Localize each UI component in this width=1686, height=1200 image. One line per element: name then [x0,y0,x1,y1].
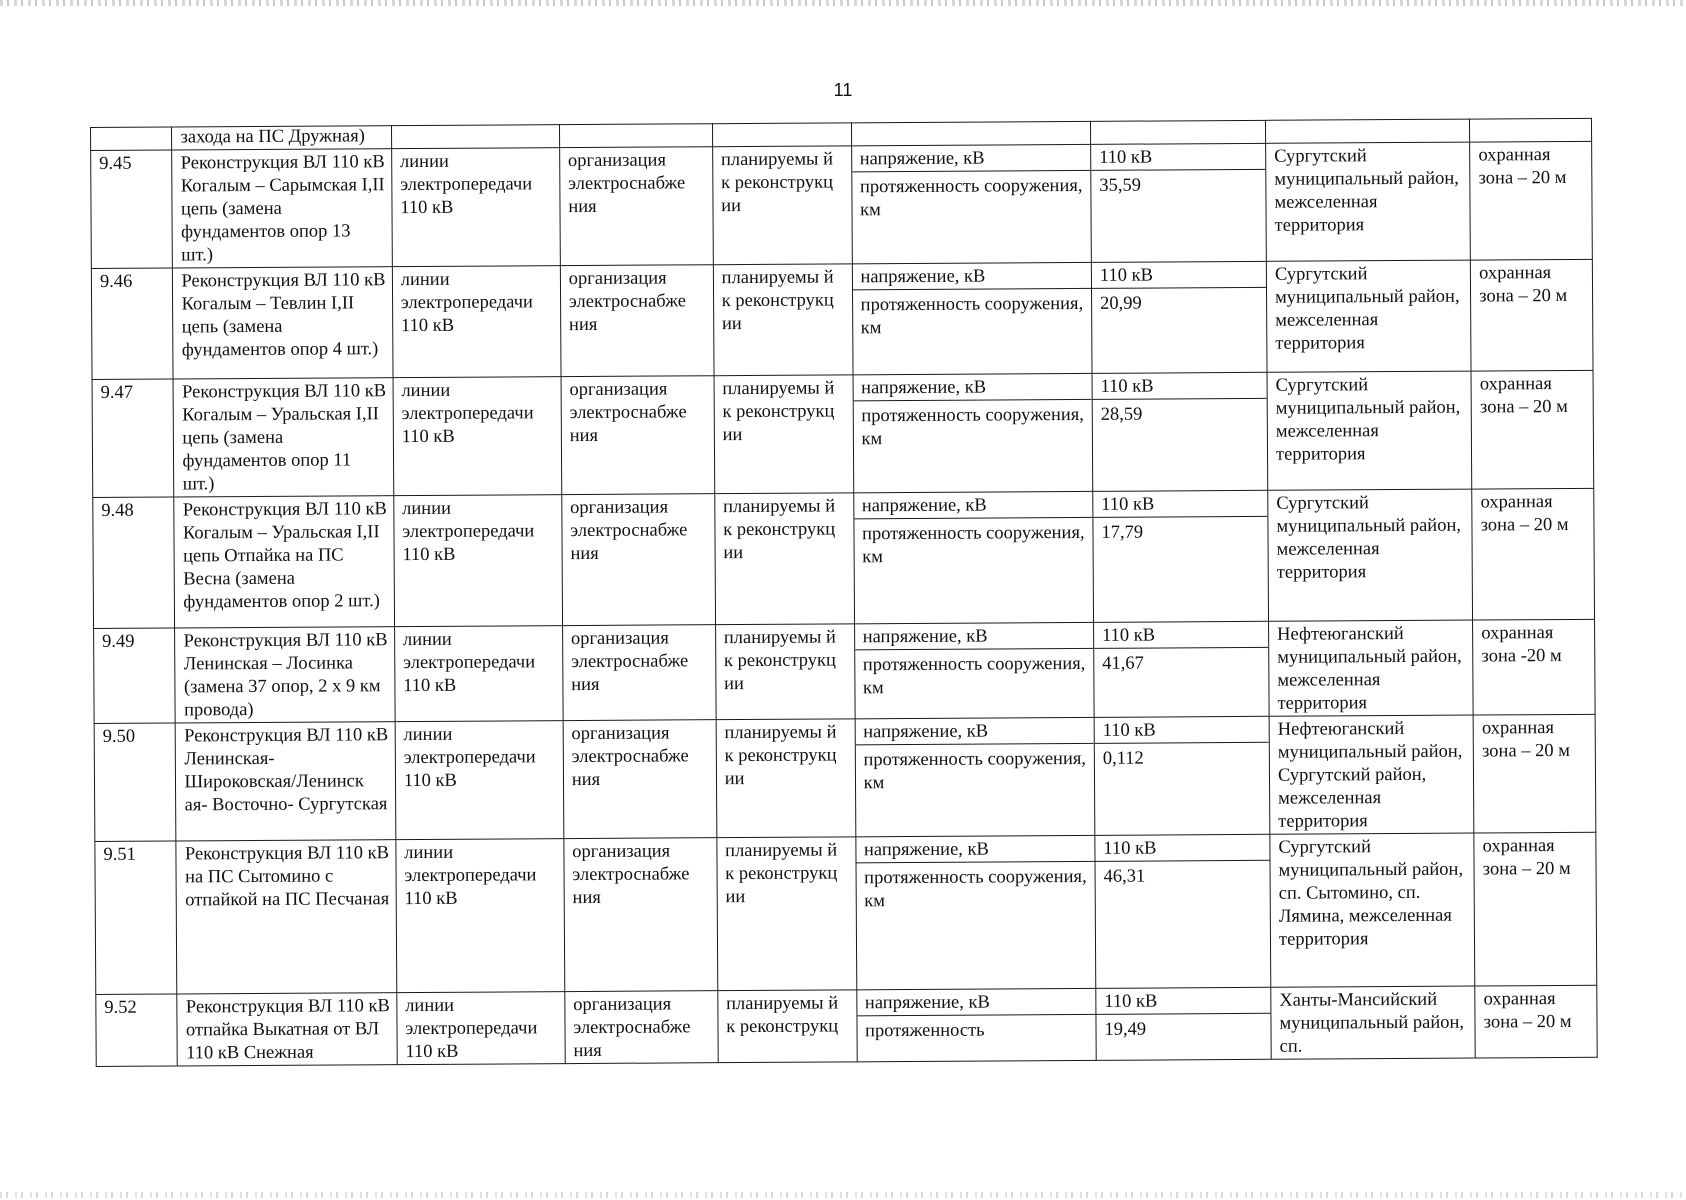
cell-object-name: Реконструкция ВЛ 110 кВ Когалым – Тевлин I,II цепь (замена фундаментов опор 4 шт.) [173,267,393,379]
cell-object-name: Реконструкция ВЛ 110 кВ Когалым – Сарымская I,II цепь (замена фундаментов опор 13 шт.) [172,149,392,268]
cell-purpose: организация электроснабже ния [562,494,716,626]
cell-purpose: организация электроснабже ния [562,625,715,721]
param-length-label: протяженность сооружения, км [864,866,1087,912]
cell-zone: охранная зона – 20 м [1474,832,1597,986]
cell-status: планируемы й к реконструкц [717,990,856,1063]
page-number: 11 [833,80,853,100]
cell-number: 9.49 [94,628,176,723]
cell-object-type: линии электропередачи 110 кВ [392,266,561,378]
cell-number: 9.48 [93,497,175,628]
param-voltage-label: напряжение, кВ [852,265,1091,290]
table-row [91,141,1593,268]
cell-object-name: Реконструкция ВЛ 110 кВ Когалым – Уральская I,II цепь Отпайка на ПС Весна (замена фундаментов опор 2 шт.) [174,496,394,628]
cell-characteristics [852,262,1092,374]
cell-location: Сургутский муниципальный район, межселенная территория [1267,371,1472,490]
scan-edge-bottom [0,1192,1686,1198]
param-voltage-value: 110 кВ [1093,493,1267,518]
param-voltage-value: 110 кВ [1092,264,1266,289]
cell-zone: охранная зона – 20 м [1470,141,1592,260]
param-voltage-value: 110 кВ [1095,719,1269,744]
cell-values [1091,143,1267,262]
cell-characteristics [853,373,1093,492]
table-row [92,370,1594,497]
cell-number: 9.45 [91,150,173,268]
param-length-value: 28,59 [1100,404,1143,425]
cell-values [1096,987,1271,1060]
cell-purpose: организация электроснабже ния [559,147,713,266]
cell-object-type: линии электропередачи 110 кВ [397,992,565,1065]
param-length-value: 0,112 [1102,748,1144,769]
cell-number: 9.52 [96,994,178,1066]
cell-purpose: организация электроснабже ния [560,265,714,377]
param-length-label: протяженность сооружения, км [861,522,1085,568]
cell-status: планируемы й к реконструкц ии [717,837,857,991]
param-length-label: протяженность сооружения, км [859,175,1083,221]
cell-location: Сургутский муниципальный район, межселенная территория [1266,260,1471,372]
cell-purpose: организация электроснабже ния [561,376,715,495]
cell-object-type: линии электропередачи 110 кВ [396,839,565,993]
cell-status: планируемы й к реконструкц ии [713,264,853,376]
param-voltage-value: 110 кВ [1096,990,1270,1015]
cell-status: планируемы й к реконструкц ии [716,719,856,838]
param-voltage-label: напряжение, кВ [857,991,1096,1016]
param-length-value: 19,49 [1104,1019,1147,1040]
param-voltage-label: напряжение, кВ [852,147,1091,172]
cell-object-type: линии электропередачи 110 кВ [394,495,563,627]
cell-location: Сургутский муниципальный район, сп. Сытомино, сп. Лямина, межселенная территория [1270,833,1475,987]
param-length-value: 41,67 [1102,653,1144,674]
param-length-value: 46,31 [1103,866,1146,887]
param-voltage-label: напряжение, кВ [855,720,1094,745]
document-table [90,118,1598,1067]
cell-characteristics [855,835,1095,989]
table-row [94,714,1596,841]
cell-location: Нефтеюганский муниципальный район, Сургутский район, межселенная территория [1269,715,1474,834]
table-row [93,488,1595,628]
cell-status: планируемы й к реконструкц ии [712,146,852,265]
param-length-value: 35,59 [1099,175,1142,196]
cell-values [1093,621,1269,717]
cell-status: планируемы й к реконструкц ии [714,493,854,625]
param-voltage-value: 110 кВ [1095,837,1269,862]
cell-purpose: организация электроснабже ния [563,720,717,839]
cell-values [1092,372,1268,491]
param-voltage-label: напряжение, кВ [856,838,1095,863]
param-length-label: протяженность [865,1020,985,1042]
cell-object-name: Реконструкция ВЛ 110 кВ Ленинская – Лосинка (замена 37 опор, 2 х 9 км провода) [175,627,395,723]
scan-edge-top [0,0,1686,6]
table-row [95,832,1597,994]
cell-number: 9.46 [91,268,173,379]
cell-object-name: Реконструкция ВЛ 110 кВ Ленинская- Широковская/Ленинск ая- Восточно- Сургутская [176,722,396,841]
cell-zone: охранная зона -20 м [1473,619,1595,715]
table-row [96,985,1597,1066]
param-length-label: протяженность сооружения, км [863,748,1087,794]
param-voltage-label: напряжение, кВ [853,376,1092,401]
param-length-value: 20,99 [1099,293,1142,314]
cell-purpose: организация электроснабже ния [564,838,718,992]
param-length-label: протяженность сооружения, км [862,653,1086,699]
cell-characteristics [854,622,1094,718]
cell-number: 9.51 [95,841,177,994]
cell-number: 9.47 [92,379,174,497]
cell-number: 9.50 [94,723,176,841]
param-length-label: протяженность сооружения, км [861,404,1084,450]
param-voltage-value: 110 кВ [1092,375,1266,400]
cell-values [1094,716,1270,835]
cell-characteristics [856,988,1096,1061]
cell-zone: охранная зона – 20 м [1471,370,1593,489]
cell-characteristics [855,717,1095,836]
cell-purpose: организация электроснабже ния [565,991,718,1064]
table-row [94,619,1596,723]
cell-location: Ханты-Мансийский муниципальный район, сп. [1271,986,1476,1059]
cell-characteristics [853,491,1093,623]
cell-values [1093,490,1269,622]
cell-values [1091,261,1267,373]
cell-object-name: Реконструкция ВЛ 110 кВ на ПС Сытомино с отпайкой на ПС Песчаная [176,840,396,994]
cell-location: Сургутский муниципальный район, межселенная территория [1266,142,1471,261]
cell-status: планируемы й к реконструкц ии [715,624,854,720]
cell-zone: охранная зона – 20 м [1472,488,1595,620]
param-voltage-value: 110 кВ [1091,146,1265,171]
continuation-text: захода на ПС Дружная) [172,126,391,150]
cell-object-type: линии электропередачи 110 кВ [395,721,564,840]
param-voltage-label: напряжение, кВ [854,494,1093,519]
cell-status: планируемы й к реконструкц ии [714,375,854,494]
cell-object-type: линии электропередачи 110 кВ [394,626,563,722]
param-voltage-value: 110 кВ [1094,624,1268,649]
cell-object-type: линии электропередачи 110 кВ [393,377,562,496]
table-row [91,259,1593,379]
param-voltage-label: напряжение, кВ [855,625,1094,650]
cell-zone: охранная зона – 20 м [1471,259,1593,371]
param-length-value: 17,79 [1101,522,1144,543]
cell-characteristics [851,144,1091,263]
cell-location: Нефтеюганский муниципальный район, межселенная территория [1269,620,1474,716]
cell-object-name: Реконструкция ВЛ 110 кВ отпайка Выкатная от ВЛ 110 кВ Снежная [177,993,397,1066]
cell-zone: охранная зона – 20 м [1475,985,1597,1058]
param-length-label: протяженность сооружения, км [860,293,1084,339]
cell-object-type: линии электропередачи 110 кВ [391,148,560,267]
cell-location: Сургутский муниципальный район, межселенная территория [1268,489,1473,621]
cell-values [1095,834,1271,988]
cell-object-name: Реконструкция ВЛ 110 кВ Когалым – Уральская I,II цепь (замена фундаментов опор 11 шт.) [174,378,394,497]
cell-zone: охранная зона – 20 м [1473,714,1595,833]
